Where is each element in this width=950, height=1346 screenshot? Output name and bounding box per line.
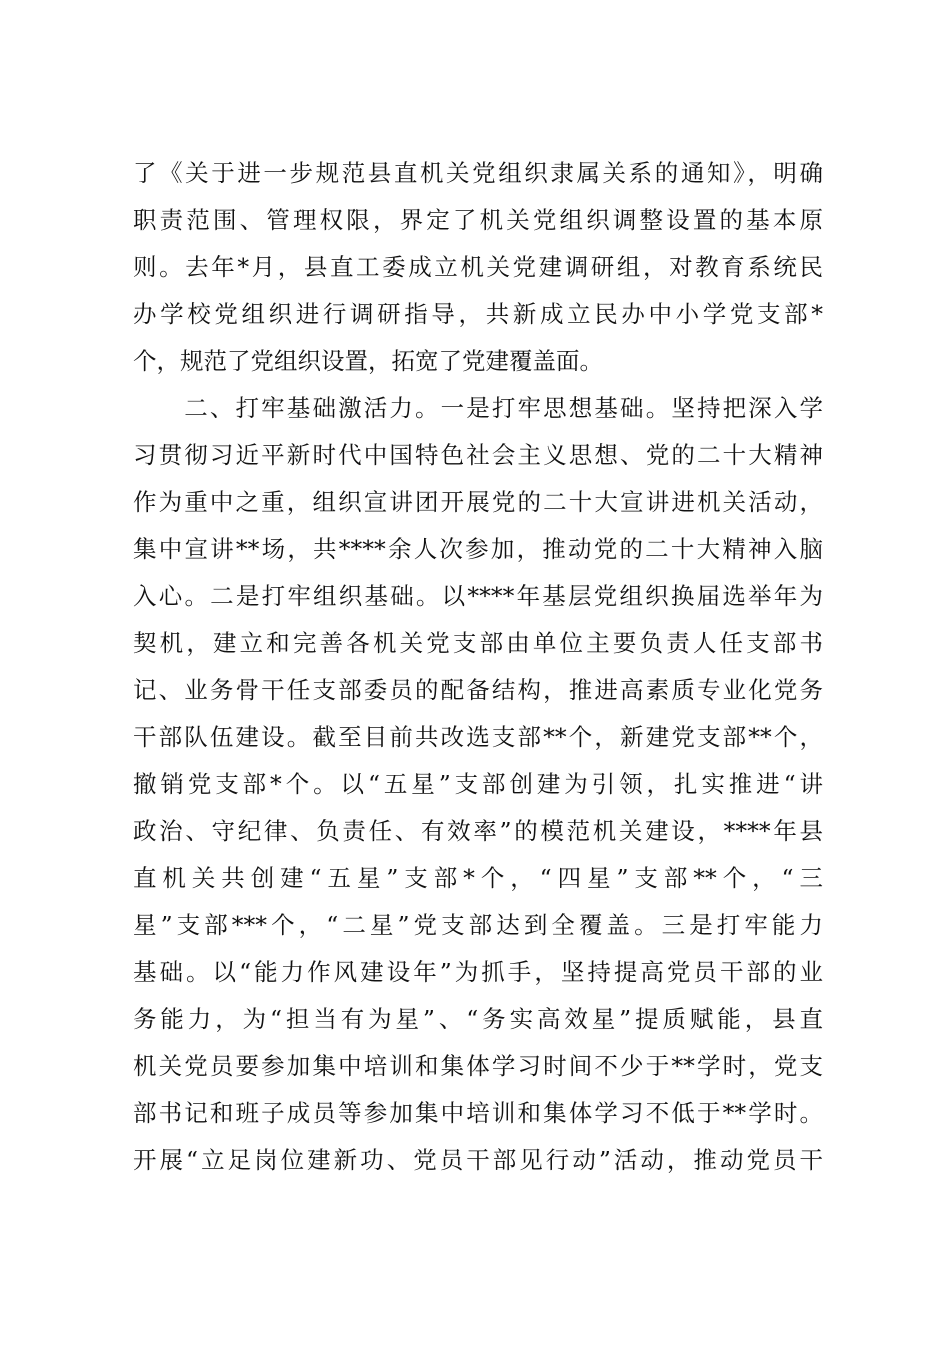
text-line: 星”支部***个，“二星”党支部达到全覆盖。三是打牢能力 [133,911,823,939]
text-line: 直机关共创建“五星”支部*个，“四星”支部**个，“三 [133,864,823,892]
text-line: 职责范围、管理权限，界定了机关党组织调整设置的基本原 [133,206,823,234]
text-line: 办学校党组织进行调研指导，共新成立民办中小学党支部* [133,300,823,328]
text-line: 机关党员要参加集中培训和集体学习时间不少于**学时，党支 [133,1052,823,1080]
text-line: 二、打牢基础激活力。一是打牢思想基础。坚持把深入学 [133,394,823,422]
text-line: 务能力，为“担当有为星”、“务实高效星”提质赋能，县直 [133,1005,823,1033]
text-line: 集中宣讲**场，共****余人次参加，推动党的二十大精神入脑 [133,535,823,563]
text-line: 入心。二是打牢组织基础。以****年基层党组织换届选举年为 [133,582,823,610]
text-line: 契机，建立和完善各机关党支部由单位主要负责人任支部书 [133,629,823,657]
body-text [133,150,823,1184]
text-line: 开展“立足岗位建新功、党员干部见行动”活动，推动党员干 [133,1146,823,1174]
text-line: 干部队伍建设。截至目前共改选支部**个，新建党支部**个， [133,723,823,751]
text-line: 了《关于进一步规范县直机关党组织隶属关系的通知》，明确 [133,159,823,187]
text-line: 部书记和班子成员等参加集中培训和集体学习不低于**学时。 [133,1099,823,1127]
text-line: 记、业务骨干任支部委员的配备结构，推进高素质专业化党务 [133,676,823,704]
text-line: 作为重中之重，组织宣讲团开展党的二十大宣讲进机关活动， [133,488,823,516]
text-line: 基础。以“能力作风建设年”为抓手，坚持提高党员干部的业 [133,958,823,986]
paragraph-end-line: 个，规范了党组织设置，拓宽了党建覆盖面。 [133,347,603,375]
text-line: 习贯彻习近平新时代中国特色社会主义思想、党的二十大精神 [133,441,823,469]
text-line: 撤销党支部*个。以“五星”支部创建为引领，扎实推进“讲 [133,770,823,798]
text-line: 则。去年*月，县直工委成立机关党建调研组，对教育系统民 [133,253,823,281]
text-line: 政治、守纪律、负责任、有效率”的模范机关建设，****年县 [133,817,823,845]
